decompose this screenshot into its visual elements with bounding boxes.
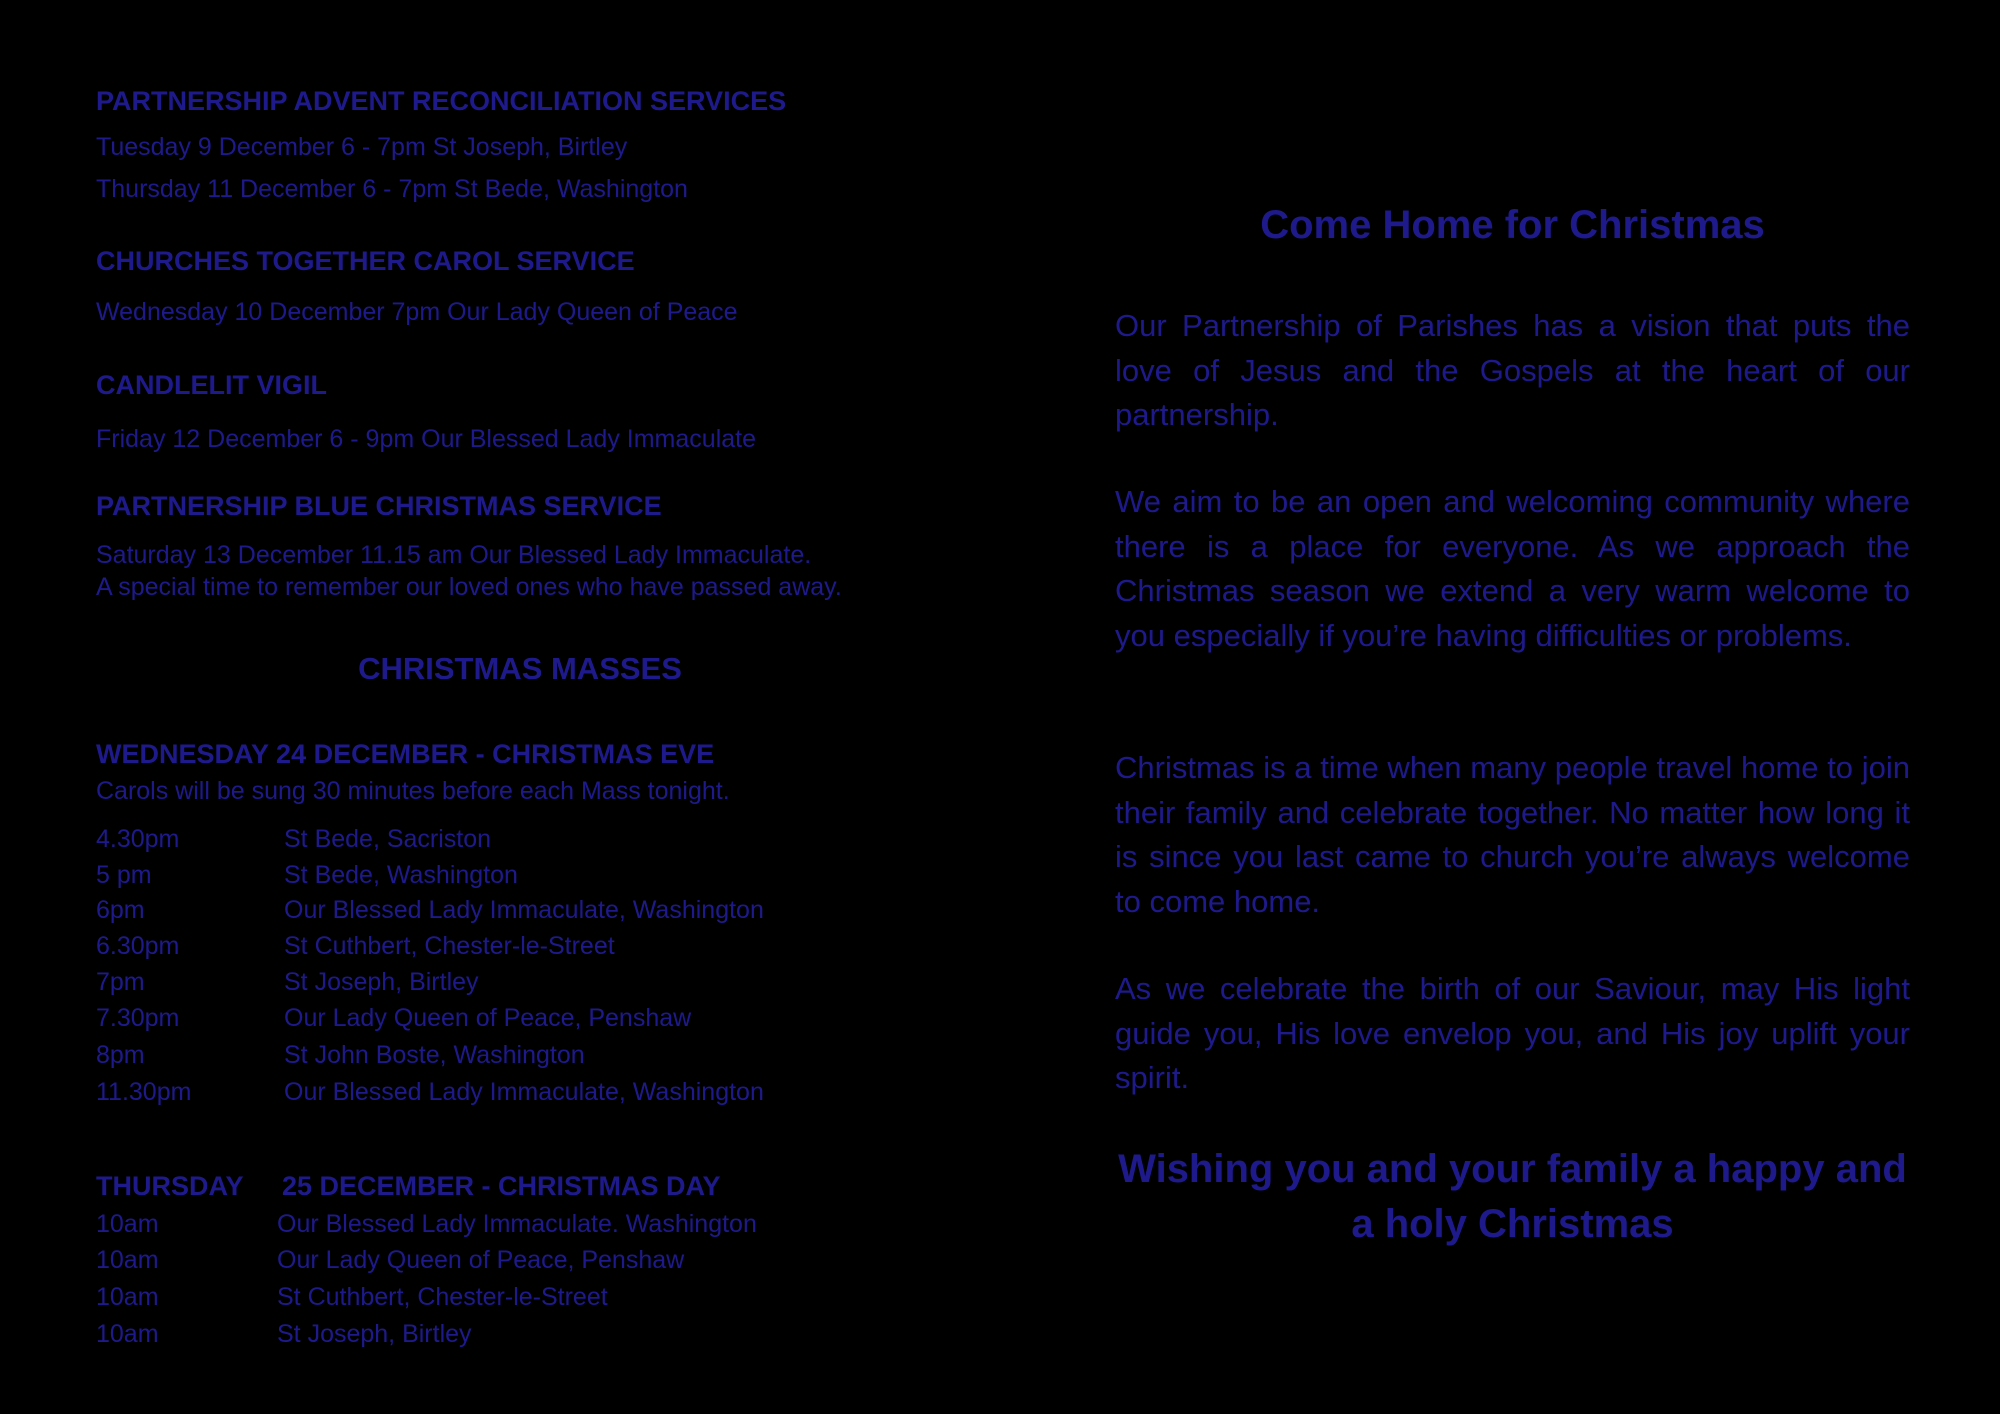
vigil-line: Friday 12 December 6 - 9pm Our Blessed Lady Immaculate bbox=[96, 425, 756, 453]
mass-venue: St John Boste, Washington bbox=[284, 1041, 585, 1069]
mass-row bbox=[96, 1322, 472, 1347]
closing-greeting bbox=[1100, 1142, 1925, 1252]
christmas-day-heading-date: 25 DECEMBER - CHRISTMAS DAY bbox=[282, 1171, 721, 1201]
christmas-eve-note: Carols will be sung 30 minutes before each Mass tonight. bbox=[96, 777, 730, 805]
closing-line-2: a holy Christmas bbox=[1351, 1202, 1674, 1246]
carol-service-line: Wednesday 10 December 7pm Our Lady Queen of Peace bbox=[96, 298, 738, 326]
mass-time: 6pm bbox=[96, 896, 145, 924]
christmas-day-heading-day: THURSDAY bbox=[96, 1171, 244, 1201]
mass-time: 8pm bbox=[96, 1041, 145, 1069]
mass-row bbox=[96, 934, 615, 959]
mass-venue: St Bede, Washington bbox=[284, 861, 518, 889]
christmas-day-heading bbox=[96, 1173, 721, 1200]
mass-row bbox=[96, 1285, 608, 1310]
blue-christmas-heading: PARTNERSHIP BLUE CHRISTMAS SERVICE bbox=[96, 491, 662, 521]
mass-venue: Our Lady Queen of Peace, Penshaw bbox=[277, 1246, 685, 1274]
mass-time: 5 pm bbox=[96, 861, 152, 889]
mass-row bbox=[96, 970, 479, 995]
mass-time: 4.30pm bbox=[96, 825, 180, 853]
christmas-eve-heading: WEDNESDAY 24 DECEMBER - CHRISTMAS EVE bbox=[96, 739, 715, 769]
mass-row bbox=[96, 1248, 684, 1273]
mass-venue: Our Lady Queen of Peace, Penshaw bbox=[284, 1004, 692, 1032]
mass-venue: St Joseph, Birtley bbox=[284, 968, 479, 996]
mass-time: 10am bbox=[96, 1320, 159, 1348]
paragraph-vision: Our Partnership of Parishes has a vision that puts the love of Jesus and the Gospels at the heart of our partnership. bbox=[1115, 308, 1910, 432]
mass-row bbox=[96, 1212, 757, 1237]
mass-venue: St Cuthbert, Chester-le-Street bbox=[277, 1283, 608, 1311]
paragraph-blessing: As we celebrate the birth of our Saviour, may His light guide you, His love envelop you, and His joy uplift your spirit. bbox=[1115, 971, 1910, 1095]
blue-christmas-line-1: Saturday 13 December 11.15 am Our Blessed Lady Immaculate. bbox=[96, 541, 812, 569]
closing-line-1: Wishing you and your family a happy and bbox=[1118, 1147, 1907, 1191]
reconciliation-line-2: Thursday 11 December 6 - 7pm St Bede, Washington bbox=[96, 175, 688, 203]
mass-venue: Our Blessed Lady Immaculate, Washington bbox=[284, 896, 764, 924]
mass-time: 10am bbox=[96, 1246, 159, 1274]
paragraph-welcome: We aim to be an open and welcoming community where there is a place for everyone. As we approach the Christmas season we extend a very warm welcome to you especially if you’re having difficulties or problems. bbox=[1115, 484, 1910, 653]
mass-time: 11.30pm bbox=[96, 1078, 192, 1106]
mass-time: 6.30pm bbox=[96, 932, 180, 960]
mass-row bbox=[96, 1043, 585, 1068]
page-title: Come Home for Christmas bbox=[1260, 203, 1765, 247]
mass-venue: Our Blessed Lady Immaculate, Washington bbox=[284, 1078, 764, 1106]
paragraph-come-home: Christmas is a time when many people travel home to join their family and celebrate together. No matter how long it is since you last came to church you’re always welcome to come home. bbox=[1115, 750, 1910, 919]
mass-time: 10am bbox=[96, 1210, 159, 1238]
mass-row bbox=[96, 827, 491, 852]
mass-venue: St Cuthbert, Chester-le-Street bbox=[284, 932, 615, 960]
reconciliation-line-1: Tuesday 9 December 6 - 7pm St Joseph, Birtley bbox=[96, 133, 628, 161]
mass-row bbox=[96, 863, 518, 888]
mass-row bbox=[96, 898, 764, 923]
mass-venue: St Bede, Sacriston bbox=[284, 825, 492, 853]
mass-time: 7.30pm bbox=[96, 1004, 180, 1032]
mass-venue: Our Blessed Lady Immaculate. Washington bbox=[277, 1210, 757, 1238]
mass-time: 7pm bbox=[96, 968, 145, 996]
mass-time: 10am bbox=[96, 1283, 159, 1311]
mass-venue: St Joseph, Birtley bbox=[277, 1320, 472, 1348]
christmas-masses-heading: CHRISTMAS MASSES bbox=[358, 651, 682, 686]
reconciliation-heading: PARTNERSHIP ADVENT RECONCILIATION SERVICES bbox=[96, 86, 787, 116]
blue-christmas-line-2: A special time to remember our loved ones who have passed away. bbox=[96, 573, 842, 601]
mass-row bbox=[96, 1006, 691, 1031]
mass-row bbox=[96, 1080, 764, 1105]
vigil-heading: CANDLELIT VIGIL bbox=[96, 370, 327, 400]
carol-service-heading: CHURCHES TOGETHER CAROL SERVICE bbox=[96, 246, 635, 276]
